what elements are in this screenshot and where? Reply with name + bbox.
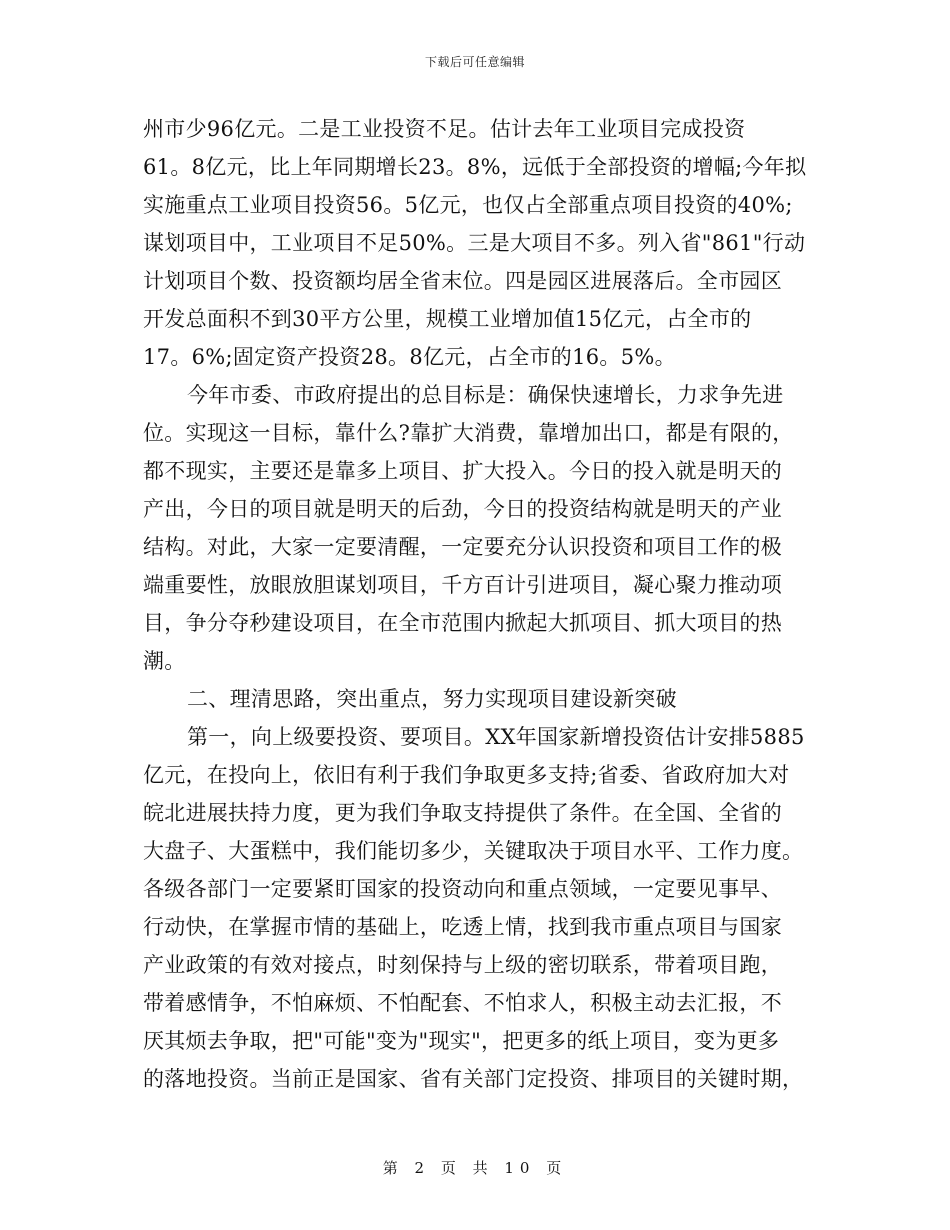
text-line: 带着感情争，不怕麻烦、不怕配套、不怕求人，积极主动去汇报，不 — [143, 991, 782, 1015]
section-heading-text: 二、理清思路，突出重点，努力实现项目建设新突破 — [187, 687, 677, 711]
text-line: 都不现实，主要还是靠多上项目、扩大投入。今日的投入就是明天的 — [143, 459, 782, 483]
text-line: 各级各部门一定要紧盯国家的投资动向和重点领域，一定要见事早、 — [143, 877, 782, 901]
text-line: 大盘子、大蛋糕中，我们能切多少，关键取决于项目水平、工作力度。 — [143, 839, 804, 863]
page-number-footer: 第 2 页 共 10 页 — [382, 1159, 568, 1177]
paragraph-investment-shortfalls — [143, 110, 811, 376]
text-line: 61。8亿元，比上年同期增长23。8%，远低于全部投资的增幅;今年拟 — [143, 155, 807, 179]
text-line: 谋划项目中，工业项目不足50%。三是大项目不多。列入省"861"行动 — [143, 231, 806, 255]
text-line: 实施重点工业项目投资56。5亿元，也仅占全部重点项目投资的40%; — [143, 193, 793, 217]
text-line: 产出，今日的项目就是明天的后劲，今日的投资结构就是明天的产业 — [143, 497, 782, 521]
text-line: 开发总面积不到30平方公里，规模工业增加值15亿元，占全市的 — [143, 307, 752, 331]
document-body — [143, 110, 811, 1098]
text-line: 亿元，在投向上，依旧有利于我们争取更多支持;省委、省政府加大对 — [143, 763, 790, 787]
section-heading — [143, 680, 811, 718]
paragraph-overall-goal — [143, 376, 811, 680]
text-line: 17。6%;固定资产投资28。8亿元，占全市的16。5%。 — [143, 345, 676, 369]
text-line: 第一，向上级要投资、要项目。XX年国家新增投资估计安排5885 — [187, 725, 805, 749]
text-line: 行动快，在掌握市情的基础上，吃透上情，找到我市重点项目与国家 — [143, 915, 782, 939]
text-line: 位。实现这一目标，靠什么?靠扩大消费，靠增加出口，都是有限的， — [143, 421, 794, 445]
text-line: 潮。 — [143, 649, 186, 673]
text-line: 产业政策的有效对接点，时刻保持与上级的密切联系，带着项目跑， — [143, 953, 782, 977]
text-line: 结构。对此，大家一定要清醒，一定要充分认识投资和项目工作的极 — [143, 535, 782, 559]
page-header-note: 下载后可任意编辑 — [424, 55, 525, 69]
text-line: 皖北进展扶持力度，更为我们争取支持提供了条件。在全国、全省的 — [143, 801, 782, 825]
text-line: 今年市委、市政府提出的总目标是：确保快速增长，力求争先进 — [187, 383, 784, 407]
text-line: 目，争分夺秒建设项目，在全市范围内掀起大抓项目、抓大项目的热 — [143, 611, 782, 635]
text-line: 州市少96亿元。二是工业投资不足。估计去年工业项目完成投资 — [143, 117, 746, 141]
text-line: 的落地投资。当前正是国家、省有关部门定投资、排项目的关键时期， — [143, 1067, 804, 1091]
text-line: 计划项目个数、投资额均居全省末位。四是园区进展落后。全市园区 — [143, 269, 782, 293]
text-line: 端重要性，放眼放胆谋划项目，千方百计引进项目，凝心聚力推动项 — [143, 573, 782, 597]
text-line: 厌其烦去争取，把"可能"变为"现实"，把更多的纸上项目，变为更多 — [143, 1029, 780, 1053]
paragraph-seek-investment — [143, 718, 811, 1098]
